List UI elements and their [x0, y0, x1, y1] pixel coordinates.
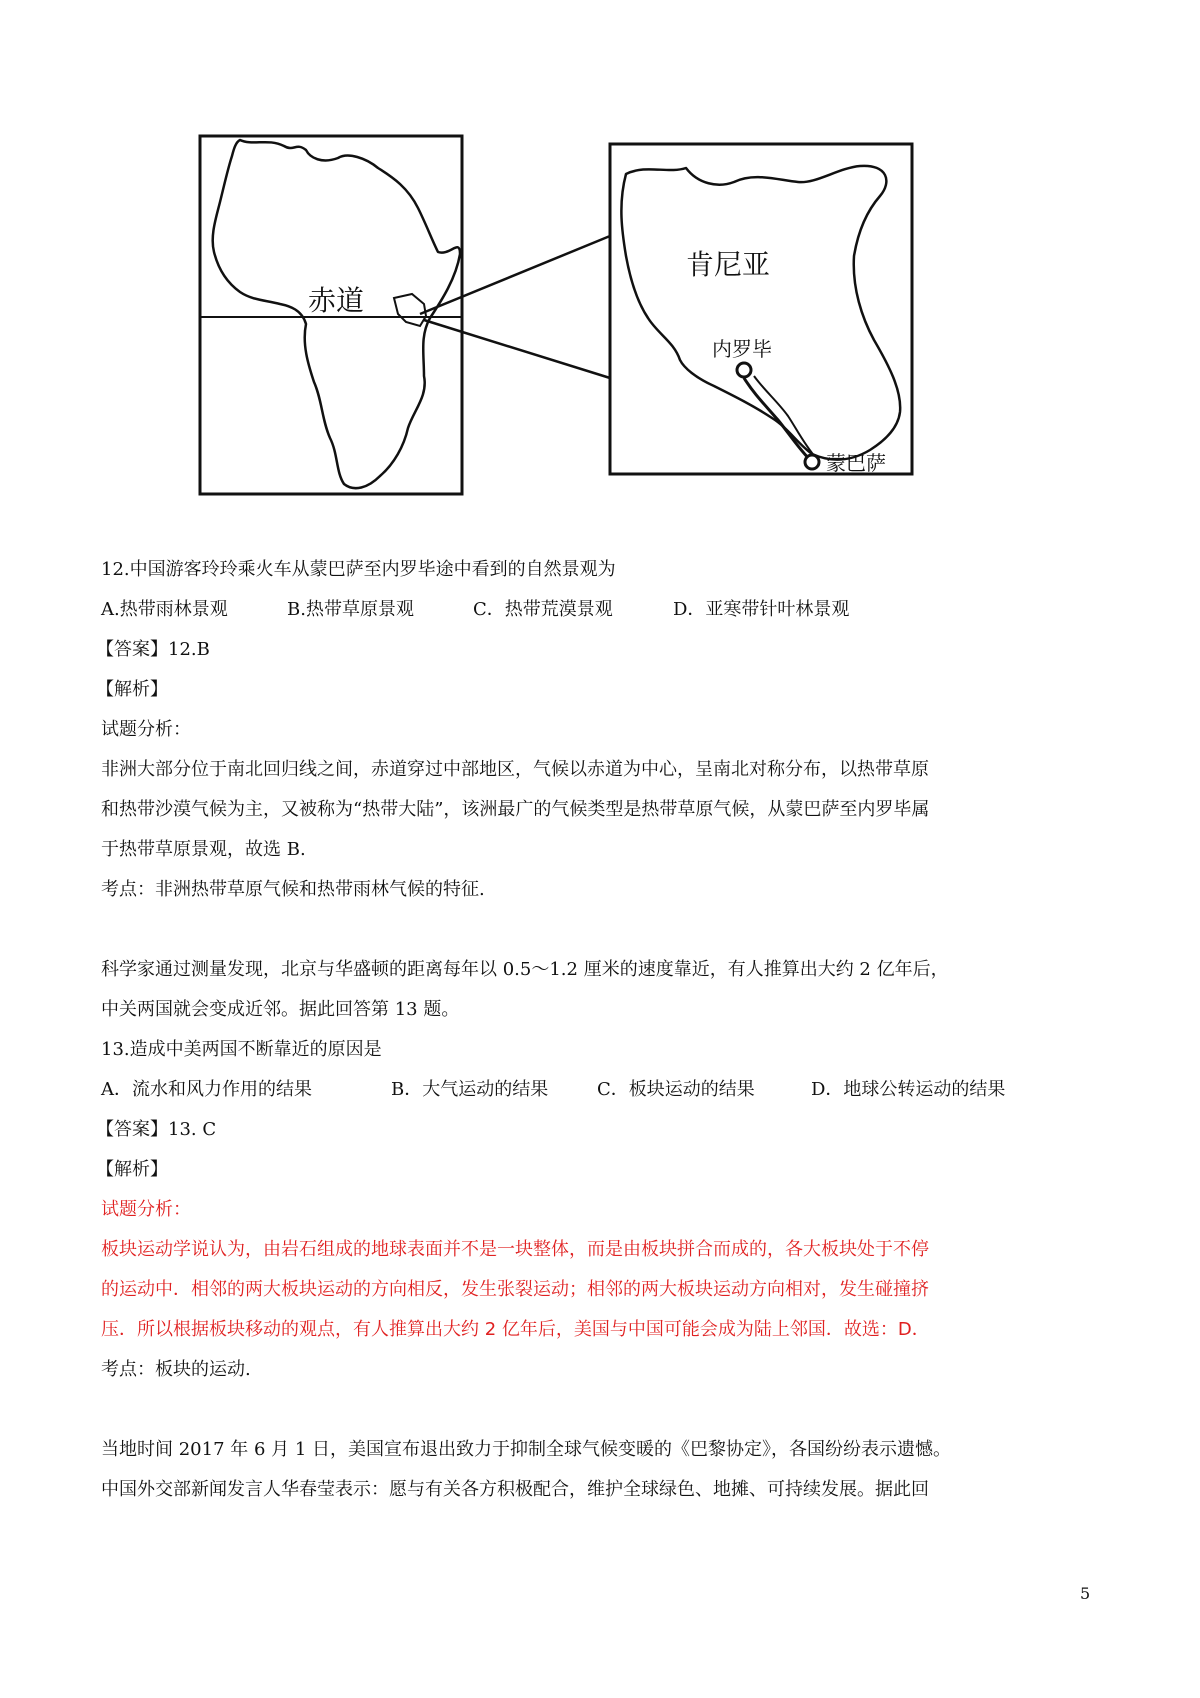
q13-option-c: C．板块运动的结果 [597, 1079, 755, 1100]
q12-option-a: A.热带雨林景观 [101, 599, 228, 620]
q13-intro-line: 中关两国就会变成近邻。据此回答第 13 题。 [101, 999, 460, 1020]
q12-answer: 【答案】12.B [96, 639, 210, 660]
q13-analysis-line: 的运动中．相邻的两大板块运动的方向相反，发生张裂运动；相邻的两大板块运动方向相对，发生碰撞挤 [101, 1279, 929, 1300]
q12-analysis-title: 【解析】 [96, 679, 168, 700]
q12-analysis-line: 于热带草原景观，故选 B. [101, 839, 306, 860]
connector-line-bottom [424, 320, 610, 378]
q13-option-a: A．流水和风力作用的结果 [101, 1079, 312, 1100]
africa-kenya-map-figure [198, 128, 994, 538]
q13-analysis-title: 【解析】 [96, 1159, 168, 1180]
q13-analysis-line: 板块运动学说认为，由岩石组成的地球表面并不是一块整体，而是由板块拼合而成的，各大板块处于不停 [101, 1239, 929, 1260]
q12-question: 12.中国游客玲玲乘火车从蒙巴萨至内罗毕途中看到的自然景观为 [101, 559, 616, 580]
kenya-outline [621, 166, 900, 460]
q12-option-c: C．热带荒漠景观 [473, 599, 613, 620]
q12-analysis-sub: 试题分析： [101, 719, 191, 740]
next-intro-line: 中国外交部新闻发言人华春莹表示：愿与有关各方积极配合，维护全球绿色、地摊、可持续发展。据此回 [101, 1479, 929, 1500]
q13-question: 13.造成中美两国不断靠近的原因是 [101, 1039, 382, 1060]
country-label-kenya: 肯尼亚 [686, 248, 771, 281]
page-number: 5 [1080, 1584, 1091, 1603]
q13-point: 考点：板块的运动. [101, 1359, 251, 1380]
q13-options [101, 1078, 1005, 1102]
q13-analysis-line: 压．所以根据板块移动的观点，有人推算出大约 2 亿年后，美国与中国可能会成为陆上邻国．故选：D． [101, 1319, 930, 1340]
q12-point: 考点：非洲热带草原气候和热带雨林气候的特征. [101, 879, 485, 900]
q12-analysis-line: 和热带沙漠气候为主，又被称为“热带大陆”，该洲最广的气候类型是热带草原气候，从蒙巴萨至内罗毕属 [101, 799, 930, 820]
q12-options [101, 598, 849, 622]
next-intro-line: 当地时间 2017 年 6 月 1 日，美国宣布退出致力于抑制全球气候变暖的《巴黎协定》，各国纷纷表示遗憾。 [101, 1439, 952, 1460]
q13-answer: 【答案】13. C [96, 1119, 217, 1140]
q13-option-b: B．大气运动的结果 [391, 1079, 549, 1100]
q12-option-b: B.热带草原景观 [287, 599, 414, 620]
kenya-inset-frame [610, 144, 912, 474]
q13-intro-line: 科学家通过测量发现，北京与华盛顿的距离每年以 0.5～1.2 厘米的速度靠近，有人推算出大约 2 亿年后， [101, 959, 949, 980]
city-label-nairobi: 内罗毕 [712, 337, 772, 361]
q12-option-d: D．亚寒带针叶林景观 [673, 599, 850, 620]
railway-line [744, 378, 812, 462]
q12-analysis-line: 非洲大部分位于南北回归线之间，赤道穿过中部地区，气候以赤道为中心，呈南北对称分布，以热带草原 [101, 759, 929, 780]
q13-analysis-sub: 试题分析： [101, 1199, 191, 1220]
connector-line-top [420, 236, 610, 314]
kenya-small-outline [394, 294, 426, 326]
mombasa-marker [805, 455, 819, 469]
nairobi-marker [737, 363, 751, 377]
q13-option-d: D．地球公转运动的结果 [811, 1079, 1006, 1100]
railway-line-inner [754, 376, 816, 458]
city-label-mombasa: 蒙巴萨 [826, 451, 886, 475]
equator-label: 赤道 [308, 284, 365, 317]
